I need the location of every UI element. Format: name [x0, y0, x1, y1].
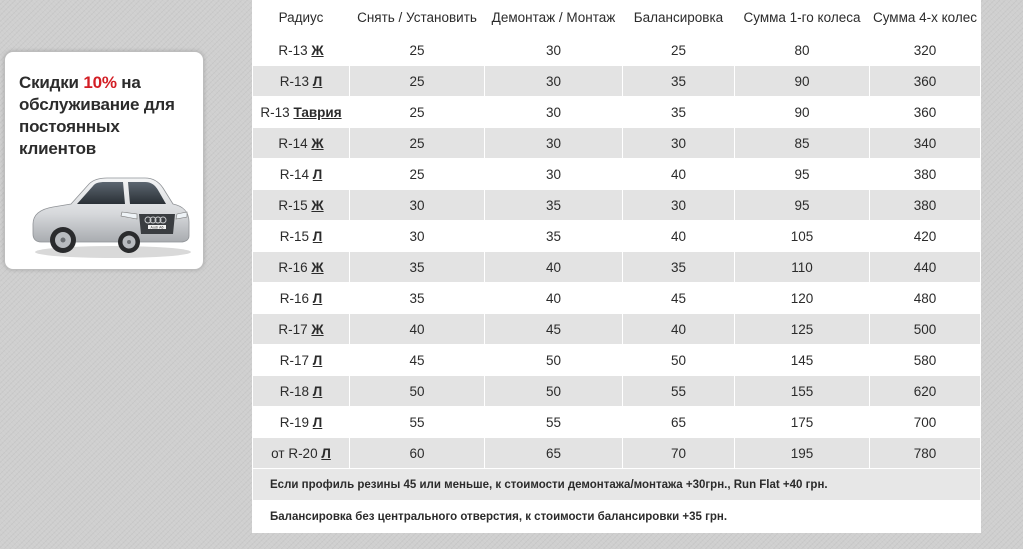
radius-size: R-13	[278, 42, 312, 58]
cell-sum-one-wheel: 195	[735, 438, 870, 469]
cell-sum-four-wheels: 320	[870, 35, 981, 66]
cell-remove-install: 25	[350, 66, 485, 97]
cell-remove-install: 50	[350, 376, 485, 407]
cell-sum-one-wheel: 120	[735, 283, 870, 314]
radius-size: R-17	[279, 352, 313, 368]
cell-remove-install: 25	[350, 97, 485, 128]
cell-remove-install: 30	[350, 190, 485, 221]
cell-sum-one-wheel: 125	[735, 314, 870, 345]
header-remove-install: Снять / Установить	[350, 1, 485, 35]
cell-radius	[253, 376, 350, 407]
header-balancing: Балансировка	[623, 1, 735, 35]
table-row	[253, 159, 981, 190]
cell-balancing: 30	[623, 128, 735, 159]
cell-sum-one-wheel: 175	[735, 407, 870, 438]
table-row	[253, 407, 981, 438]
cell-balancing: 25	[623, 35, 735, 66]
radius-type-link: Таврия	[293, 104, 342, 120]
cell-demount-mount: 35	[485, 221, 623, 252]
cell-sum-four-wheels: 360	[870, 97, 981, 128]
cell-radius	[253, 35, 350, 66]
cell-radius	[253, 407, 350, 438]
radius-size: R-13	[260, 104, 294, 120]
table-row	[253, 376, 981, 407]
cell-demount-mount: 30	[485, 128, 623, 159]
cell-demount-mount: 35	[485, 190, 623, 221]
table-row	[253, 438, 981, 469]
cell-sum-four-wheels: 620	[870, 376, 981, 407]
cell-sum-one-wheel: 145	[735, 345, 870, 376]
cell-sum-one-wheel: 105	[735, 221, 870, 252]
cell-sum-four-wheels: 480	[870, 283, 981, 314]
cell-balancing: 40	[623, 314, 735, 345]
promo-text	[19, 72, 201, 160]
cell-remove-install: 45	[350, 345, 485, 376]
cell-radius	[253, 159, 350, 190]
cell-sum-one-wheel: 155	[735, 376, 870, 407]
cell-balancing: 40	[623, 159, 735, 190]
cell-balancing: 35	[623, 66, 735, 97]
radius-size: R-14	[279, 166, 313, 182]
cell-demount-mount: 30	[485, 35, 623, 66]
radius-size: R-14	[278, 135, 312, 151]
cell-sum-four-wheels: 380	[870, 190, 981, 221]
note-balancing: Балансировка без центрального отверстия, к стоимости балансировки +35 грн.	[253, 501, 981, 533]
price-table-container	[252, 0, 980, 530]
note-row-low-profile	[253, 469, 981, 501]
cell-remove-install: 40	[350, 314, 485, 345]
cell-sum-four-wheels: 420	[870, 221, 981, 252]
radius-type-link: Ж	[311, 197, 324, 213]
cell-radius	[253, 438, 350, 469]
cell-sum-four-wheels: 500	[870, 314, 981, 345]
cell-demount-mount: 30	[485, 159, 623, 190]
radius-size: R-16	[279, 290, 313, 306]
promo-line-2: обслуживание для	[19, 95, 175, 114]
radius-type-link: Л	[312, 290, 323, 306]
cell-radius	[253, 128, 350, 159]
table-row	[253, 345, 981, 376]
cell-remove-install: 35	[350, 252, 485, 283]
cell-sum-one-wheel: 90	[735, 97, 870, 128]
cell-remove-install: 55	[350, 407, 485, 438]
promo-banner[interactable]	[4, 51, 204, 270]
cell-sum-one-wheel: 95	[735, 190, 870, 221]
header-sum-four-wheels: Сумма 4-х колес	[870, 1, 981, 35]
cell-sum-four-wheels: 380	[870, 159, 981, 190]
radius-type-link: Ж	[311, 135, 324, 151]
cell-remove-install: 25	[350, 35, 485, 66]
header-radius: Радиус	[253, 1, 350, 35]
cell-balancing: 35	[623, 252, 735, 283]
radius-type-link: Ж	[311, 259, 324, 275]
cell-radius	[253, 314, 350, 345]
cell-sum-one-wheel: 90	[735, 66, 870, 97]
radius-size: от R-20	[271, 445, 322, 461]
table-row	[253, 128, 981, 159]
cell-sum-one-wheel: 110	[735, 252, 870, 283]
note-row-balancing	[253, 501, 981, 533]
cell-remove-install: 30	[350, 221, 485, 252]
cell-radius	[253, 190, 350, 221]
table-row	[253, 190, 981, 221]
cell-radius	[253, 345, 350, 376]
radius-size: R-15	[279, 228, 313, 244]
cell-radius	[253, 221, 350, 252]
radius-size: R-18	[279, 383, 313, 399]
cell-demount-mount: 40	[485, 252, 623, 283]
cell-demount-mount: 50	[485, 345, 623, 376]
cell-balancing: 50	[623, 345, 735, 376]
car-badge: Audi A6	[150, 225, 164, 230]
radius-type-link: Л	[312, 414, 323, 430]
radius-size: R-19	[279, 414, 313, 430]
header-sum-one-wheel: Сумма 1-го колеса	[735, 1, 870, 35]
table-row	[253, 252, 981, 283]
header-demount-mount: Демонтаж / Монтаж	[485, 1, 623, 35]
radius-type-link: Л	[321, 445, 331, 461]
cell-radius	[253, 283, 350, 314]
radius-type-link: Л	[312, 73, 323, 89]
cell-demount-mount: 55	[485, 407, 623, 438]
note-low-profile: Если профиль резины 45 или меньше, к стоимости демонтажа/монтажа +30грн., Run Flat +40 грн.	[253, 469, 981, 501]
cell-sum-one-wheel: 95	[735, 159, 870, 190]
table-row	[253, 35, 981, 66]
cell-sum-four-wheels: 340	[870, 128, 981, 159]
cell-radius	[253, 252, 350, 283]
cell-remove-install: 25	[350, 128, 485, 159]
table-row	[253, 97, 981, 128]
promo-line-1: Скидки 10% на	[19, 73, 141, 92]
cell-balancing: 70	[623, 438, 735, 469]
table-row	[253, 283, 981, 314]
cell-balancing: 65	[623, 407, 735, 438]
cell-balancing: 45	[623, 283, 735, 314]
cell-radius	[253, 97, 350, 128]
cell-sum-one-wheel: 85	[735, 128, 870, 159]
cell-balancing: 40	[623, 221, 735, 252]
cell-remove-install: 60	[350, 438, 485, 469]
radius-type-link: Ж	[311, 42, 324, 58]
table-header-row	[253, 1, 981, 35]
cell-demount-mount: 45	[485, 314, 623, 345]
cell-sum-one-wheel: 80	[735, 35, 870, 66]
promo-line-3: постоянных клиентов	[19, 117, 120, 158]
cell-balancing: 30	[623, 190, 735, 221]
promo-discount-value: 10%	[83, 73, 117, 92]
radius-size: R-16	[278, 259, 312, 275]
radius-type-link: Л	[312, 228, 323, 244]
cell-demount-mount: 40	[485, 283, 623, 314]
table-row	[253, 66, 981, 97]
cell-sum-four-wheels: 700	[870, 407, 981, 438]
cell-demount-mount: 30	[485, 66, 623, 97]
cell-demount-mount: 50	[485, 376, 623, 407]
cell-radius	[253, 66, 350, 97]
radius-type-link: Л	[312, 383, 323, 399]
table-row	[253, 221, 981, 252]
radius-type-link: Л	[312, 166, 323, 182]
cell-sum-four-wheels: 780	[870, 438, 981, 469]
radius-size: R-15	[278, 197, 312, 213]
cell-remove-install: 35	[350, 283, 485, 314]
cell-sum-four-wheels: 440	[870, 252, 981, 283]
car-image	[27, 162, 193, 262]
radius-size: R-17	[278, 321, 312, 337]
cell-balancing: 35	[623, 97, 735, 128]
radius-size: R-13	[279, 73, 313, 89]
radius-type-link: Л	[312, 352, 323, 368]
cell-remove-install: 25	[350, 159, 485, 190]
cell-demount-mount: 30	[485, 97, 623, 128]
table-row	[253, 314, 981, 345]
cell-demount-mount: 65	[485, 438, 623, 469]
cell-balancing: 55	[623, 376, 735, 407]
radius-type-link: Ж	[311, 321, 324, 337]
cell-sum-four-wheels: 360	[870, 66, 981, 97]
cell-sum-four-wheels: 580	[870, 345, 981, 376]
price-table	[252, 0, 981, 533]
